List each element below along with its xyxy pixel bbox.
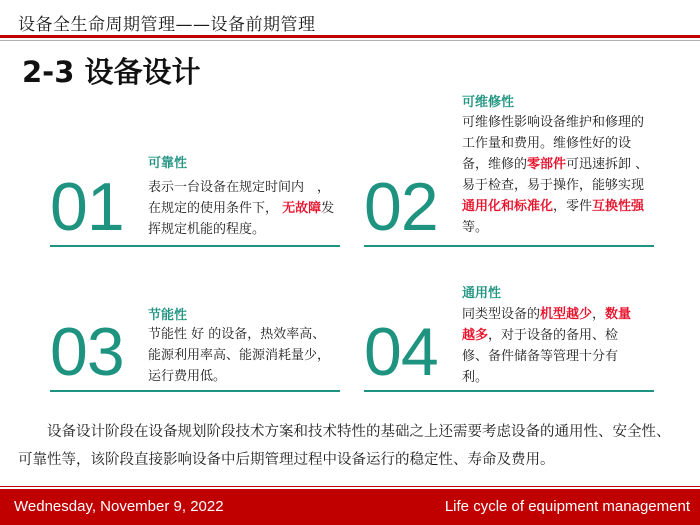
highlight-text: 互换性强 — [592, 199, 645, 214]
highlight-text: 无故障 — [282, 201, 322, 216]
card-heading: 可靠性 — [148, 156, 188, 171]
body-text: 节能性 好 的设备，热效率高、能源利用率高、能源消耗量少，运行费用低。 — [148, 327, 331, 384]
card-body — [148, 177, 338, 240]
body-text: 发挥规定机能的程度。 — [148, 201, 335, 237]
highlight-text: 数量越多 — [462, 307, 632, 343]
card-divider — [364, 390, 654, 392]
footer-bar — [0, 489, 700, 525]
card-body — [148, 324, 338, 387]
header-title: 设备全生命周期管理——设备前期管理 — [18, 15, 316, 35]
card-heading: 可维修性 — [462, 95, 515, 110]
highlight-text: 通用化和标准化 — [462, 199, 554, 214]
body-text: 表示一台设备在规定时间内 ，在规定的使用条件下， — [148, 180, 331, 216]
card-body — [462, 112, 652, 238]
footer-date: Wednesday, November 9, 2022 — [14, 498, 224, 515]
header-rule — [0, 35, 700, 38]
card-heading: 通用性 — [462, 286, 502, 301]
footer-top-line — [0, 486, 700, 487]
summary-paragraph: 设备设计阶段在设备规划阶段技术方案和技术特性的基础之上还需要考虑设备的通用性、安全性、可靠性等，该阶段直接影响设备中后期管理过程中设备运行的稳定性、寿命及费用。 — [18, 424, 671, 468]
card-number: 03 — [50, 314, 124, 390]
card-number: 01 — [50, 169, 124, 245]
card-body — [462, 304, 642, 388]
footer-caption: Life cycle of equipment management — [444, 498, 690, 515]
card-number: 02 — [364, 169, 438, 245]
body-text: 同类型设备的 — [462, 307, 541, 322]
card-number: 04 — [364, 314, 438, 390]
body-text: ，对于设备的备用、检修、备件储备等管理十分有利。 — [462, 328, 619, 385]
body-text: 等。 — [462, 220, 489, 235]
body-text: 可迅速拆卸 、 易于检查，易于操作，能够实现 — [462, 157, 649, 193]
card-divider — [364, 245, 654, 247]
slide-title: 2-3 设备设计 — [22, 55, 201, 89]
highlight-text: 零部件 — [527, 157, 567, 172]
body-text: 可维修性影响设备维护和修理的工作量和费用。维修性好的设备，维修的 — [462, 115, 645, 172]
header-rule-thin — [0, 40, 700, 41]
card-divider — [50, 245, 340, 247]
card-divider — [50, 390, 340, 392]
card-heading: 节能性 — [148, 308, 188, 323]
body-text: ，零件 — [553, 199, 593, 214]
highlight-text: 机型越少 — [540, 307, 593, 322]
body-text: ， — [592, 307, 606, 322]
